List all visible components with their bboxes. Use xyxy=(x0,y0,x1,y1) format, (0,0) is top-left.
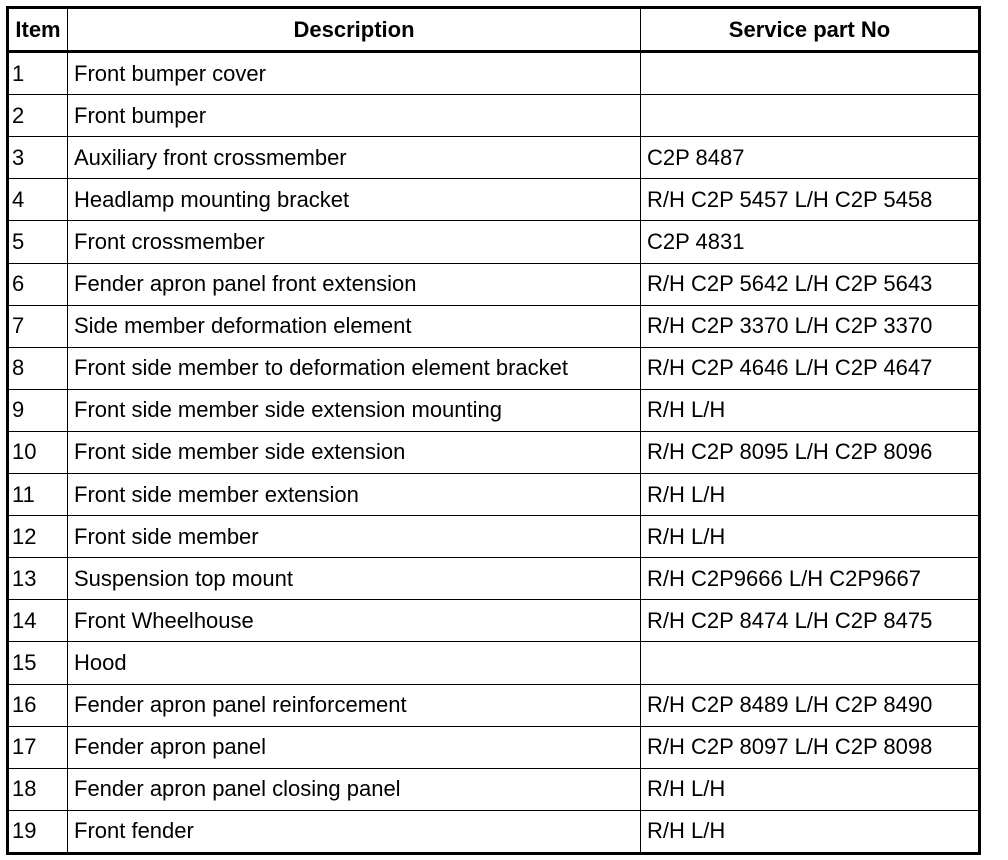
table-header xyxy=(8,8,980,52)
description-cell: Fender apron panel closing panel xyxy=(68,768,641,810)
service-part-cell: R/H C2P 5642 L/H C2P 5643 xyxy=(641,263,980,305)
description-cell: Front side member side extension xyxy=(68,431,641,473)
description-cell: Front side member xyxy=(68,516,641,558)
table-row xyxy=(8,179,980,221)
table-row xyxy=(8,642,980,684)
service-parts-table xyxy=(6,6,981,855)
service-part-cell: R/H L/H xyxy=(641,810,980,853)
service-part-cell: R/H C2P 4646 L/H C2P 4647 xyxy=(641,347,980,389)
service-part-cell: R/H C2P 8097 L/H C2P 8098 xyxy=(641,726,980,768)
service-part-cell: R/H L/H xyxy=(641,389,980,431)
item-cell: 18 xyxy=(8,768,68,810)
table-row xyxy=(8,726,980,768)
service-part-cell: C2P 4831 xyxy=(641,221,980,263)
description-cell: Suspension top mount xyxy=(68,558,641,600)
item-cell: 1 xyxy=(8,52,68,95)
table-row xyxy=(8,684,980,726)
description-cell: Front side member extension xyxy=(68,474,641,516)
service-part-cell: R/H C2P 8474 L/H C2P 8475 xyxy=(641,600,980,642)
item-cell: 6 xyxy=(8,263,68,305)
table-row xyxy=(8,221,980,263)
item-cell: 5 xyxy=(8,221,68,263)
column-header-service-part: Service part No xyxy=(641,8,980,52)
service-part-cell xyxy=(641,642,980,684)
service-part-cell xyxy=(641,95,980,137)
table-row xyxy=(8,474,980,516)
table-row xyxy=(8,137,980,179)
item-cell: 12 xyxy=(8,516,68,558)
item-cell: 2 xyxy=(8,95,68,137)
description-cell: Front side member side extension mounting xyxy=(68,389,641,431)
item-cell: 13 xyxy=(8,558,68,600)
table-row xyxy=(8,52,980,95)
item-cell: 9 xyxy=(8,389,68,431)
description-cell: Auxiliary front crossmember xyxy=(68,137,641,179)
service-part-cell: R/H L/H xyxy=(641,768,980,810)
description-cell: Headlamp mounting bracket xyxy=(68,179,641,221)
column-header-description: Description xyxy=(68,8,641,52)
table-body xyxy=(8,52,980,854)
item-cell: 19 xyxy=(8,810,68,853)
service-part-cell: R/H C2P 5457 L/H C2P 5458 xyxy=(641,179,980,221)
table-row xyxy=(8,810,980,853)
table-row xyxy=(8,95,980,137)
table-row xyxy=(8,389,980,431)
description-cell: Fender apron panel xyxy=(68,726,641,768)
item-cell: 17 xyxy=(8,726,68,768)
table-row xyxy=(8,431,980,473)
service-part-cell: R/H C2P 3370 L/H C2P 3370 xyxy=(641,305,980,347)
service-part-cell: R/H L/H xyxy=(641,516,980,558)
table-row xyxy=(8,558,980,600)
table-row xyxy=(8,600,980,642)
service-part-cell: R/H C2P 8095 L/H C2P 8096 xyxy=(641,431,980,473)
description-cell: Front bumper xyxy=(68,95,641,137)
item-cell: 8 xyxy=(8,347,68,389)
description-cell: Fender apron panel reinforcement xyxy=(68,684,641,726)
description-cell: Fender apron panel front extension xyxy=(68,263,641,305)
column-header-item: Item xyxy=(8,8,68,52)
header-row xyxy=(8,8,980,52)
item-cell: 10 xyxy=(8,431,68,473)
service-part-cell: R/H L/H xyxy=(641,474,980,516)
service-part-cell: C2P 8487 xyxy=(641,137,980,179)
description-cell: Side member deformation element xyxy=(68,305,641,347)
table-row xyxy=(8,347,980,389)
item-cell: 4 xyxy=(8,179,68,221)
description-cell: Front bumper cover xyxy=(68,52,641,95)
table-row xyxy=(8,263,980,305)
description-cell: Front Wheelhouse xyxy=(68,600,641,642)
service-part-cell xyxy=(641,52,980,95)
item-cell: 3 xyxy=(8,137,68,179)
description-cell: Hood xyxy=(68,642,641,684)
service-part-cell: R/H C2P9666 L/H C2P9667 xyxy=(641,558,980,600)
description-cell: Front fender xyxy=(68,810,641,853)
table-row xyxy=(8,768,980,810)
item-cell: 14 xyxy=(8,600,68,642)
service-part-cell: R/H C2P 8489 L/H C2P 8490 xyxy=(641,684,980,726)
description-cell: Front crossmember xyxy=(68,221,641,263)
table-row xyxy=(8,516,980,558)
item-cell: 7 xyxy=(8,305,68,347)
item-cell: 16 xyxy=(8,684,68,726)
item-cell: 11 xyxy=(8,474,68,516)
table-row xyxy=(8,305,980,347)
description-cell: Front side member to deformation element bracket xyxy=(68,347,641,389)
item-cell: 15 xyxy=(8,642,68,684)
